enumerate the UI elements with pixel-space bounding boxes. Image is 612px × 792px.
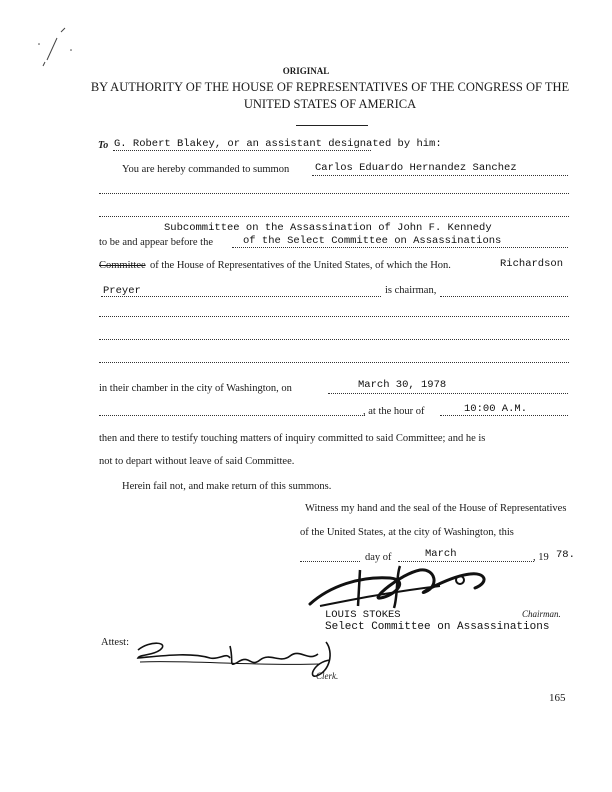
hour-dotted [440, 415, 568, 416]
house-text: of the House of Representatives of the United States, of which the Hon. [150, 260, 451, 271]
hour-text: , at the hour of [363, 406, 425, 417]
clerk-label: Clerk. [316, 671, 339, 681]
attest-label: Attest: [101, 637, 129, 648]
authority-heading-line2: UNITED STATES OF AMERICA [243, 97, 417, 111]
to-dotted [113, 150, 371, 151]
chamber-date: March 30, 1978 [358, 379, 447, 391]
chairman-name-1: Richardson [500, 258, 564, 270]
committee-name: Select Committee on Assassinations [325, 621, 550, 633]
appear-text: to be and appear before the [99, 237, 213, 248]
blank-line-1 [99, 193, 569, 194]
chairman-name: LOUIS STOKES [325, 609, 401, 621]
hour-blank-dotted [99, 415, 365, 416]
hour-value: 10:00 A.M. [464, 403, 528, 415]
page-number: 165 [549, 692, 566, 704]
witness-line2: of the United States, at the city of Washington, this [300, 527, 514, 538]
chairman-name-2: Preyer [103, 285, 141, 297]
summon-text: You are hereby commanded to summon [122, 164, 290, 175]
chairman-title: Chairman. [522, 609, 561, 619]
is-chairman-text: is chairman, [385, 285, 437, 296]
summon-person: Carlos Eduardo Hernandez Sanchez [315, 162, 517, 174]
corner-scribble [25, 22, 85, 72]
heading-rule [296, 125, 368, 126]
committee-typed-line2: of the Select Committee on Assassinations [243, 235, 502, 247]
year-prefix: , 19 [533, 552, 549, 563]
chairman-signature [300, 556, 500, 616]
preyer-dotted [101, 296, 381, 297]
to-prefix: To [98, 140, 109, 151]
summon-dotted [312, 175, 568, 176]
struck-committee-word: Committee [99, 260, 146, 271]
chairman-dotted [440, 296, 568, 297]
appear-dotted [232, 247, 568, 248]
date-dotted [328, 393, 568, 394]
herein-text: Herein fail not, and make return of this summons. [122, 481, 332, 492]
day-text: day of [365, 552, 392, 563]
year-value: 78. [556, 549, 575, 561]
to-addressee: G. Robert Blakey, or an assistant designated by him: [114, 138, 442, 150]
blank-line-2 [99, 216, 569, 217]
testify-line1: then and there to testify touching matters of inquiry committed to said Committee; and he is [99, 433, 486, 444]
blank-line-4 [99, 339, 569, 340]
witness-line1: Witness my hand and the seal of the House of Representatives [305, 503, 567, 514]
blank-line-3 [99, 316, 569, 317]
testify-line2: not to depart without leave of said Committee. [99, 456, 295, 467]
chamber-text: in their chamber in the city of Washington, on [99, 383, 292, 394]
month-value: March [425, 548, 457, 560]
blank-line-5 [99, 362, 569, 363]
original-label: ORIGINAL [282, 66, 330, 76]
authority-heading-line1: BY AUTHORITY OF THE HOUSE OF REPRESENTATIVES OF THE CONGRESS OF THE [90, 80, 570, 94]
committee-typed-line1: Subcommittee on the Assassination of John F. Kennedy [164, 222, 492, 234]
